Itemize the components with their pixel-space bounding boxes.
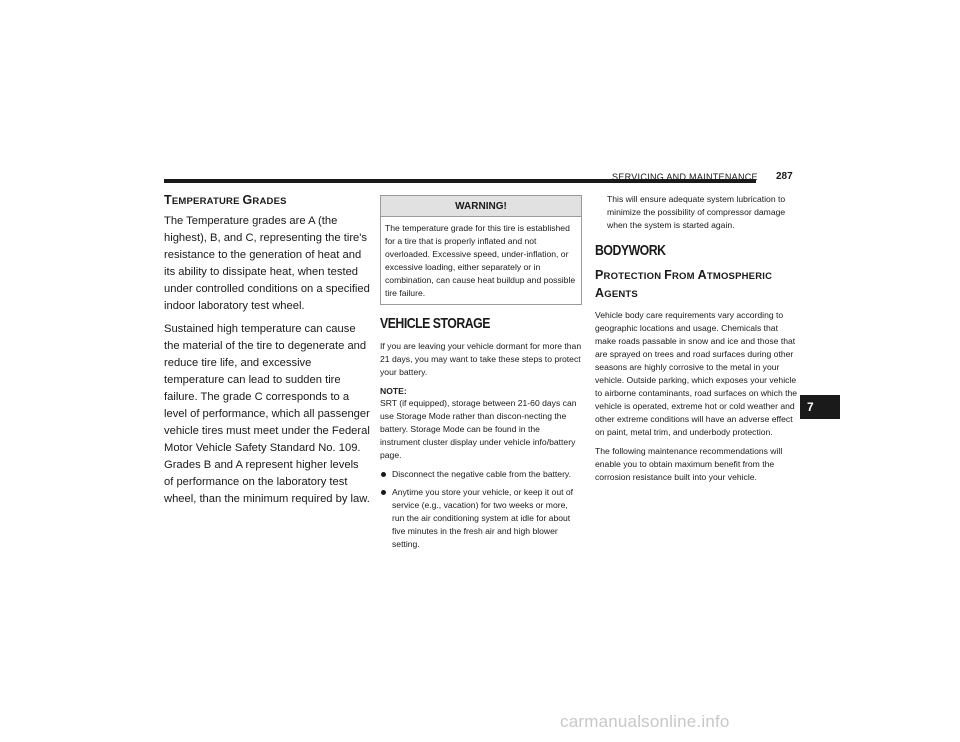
vehicle-storage-para: If you are leaving your vehicle dormant for more than 21 days, you may want to take these steps to protect your battery. [380,341,582,377]
storage-bullets [380,468,582,551]
bodywork-title: BODYWORK [595,242,666,259]
bodywork-para-2: The following maintenance recommendations will enable you to obtain maximum benefit from the corrosion resistance built into your vehicle. [595,446,783,482]
protection-heading: PROTECTION FROM ATMOSPHERIC AGENTS [595,268,773,300]
note-text: SRT (if equipped), storage between 21-60 days can use Storage Mode rather than discon-necting the battery. Storage Mode can be found in the instrument cluster display under vehicle info/battery page. [380,398,577,460]
watermark: carmanualsonline.info [560,712,730,731]
bodywork-para-1: Vehicle body care requirements vary according to geographic locations and usage. Chemicals that make roads passable in snow and ice and those that are sprayed on trees and road surfaces during other seasons are highly corrosive to the metal in your vehicle. Outside parking, which exposes your vehicle to airborne contaminants, road surfaces on which the vehicle is operated, extreme hot or cold weather and other extreme conditions will have an adverse effect on paint, metal trim, and underbody protection. [595,310,798,437]
chapter-tab: 7 [800,395,840,419]
warning-text: The temperature grade for this tire is established for a tire that is properly inflated and not overloaded. Excessive speed, under-inflation, or excessive loading, either separately or in combination, can cause heat buildup and possible tire failure. [385,223,576,298]
list-item: Disconnect the negative cable from the battery. [380,468,582,481]
vehicle-storage-title: VEHICLE STORAGE [380,315,490,332]
continued-bullet-text: This will ensure adequate system lubrication to minimize the possibility of compressor damage when the system is started again. [607,194,786,230]
column-2 [380,195,582,556]
warning-title: WARNING! [381,196,581,217]
temperature-grades-para-2: Sustained high temperature can cause the material of the tire to degenerate and reduce tire life, and excessive temperature can lead to sudden tire failure. The grade C corresponds to a level of performance, which all passenger vehicle tires must meet under the Federal Motor Vehicle Safety Standard No. 109. Grades B and A represent higher levels of performance on the laboratory test wheel, than the minimum required by law. [164,323,370,505]
bullet-icon [381,472,386,477]
list-item: Anytime you store your vehicle, or keep it out of service (e.g., vacation) for two weeks or more, run the air conditioning system at idle for about five minutes in the fresh air and high blower setting. [380,486,582,551]
note-label: NOTE: [380,386,407,396]
page-number: 287 [776,171,793,182]
temperature-grades-para-1: The Temperature grades are A (the highest), B, and C, representing the tire's resistance to the generation of heat and its ability to dissipate heat, when tested under controlled conditions on a specified indoor laboratory test wheel. [164,215,370,312]
warning-box [380,195,582,305]
temperature-grades-heading: TEMPERATURE GRADES [164,193,287,207]
running-head: SERVICING AND MAINTENANCE [612,172,758,182]
column-1 [164,193,370,514]
bullet-icon [381,490,386,495]
column-3 [595,193,800,490]
